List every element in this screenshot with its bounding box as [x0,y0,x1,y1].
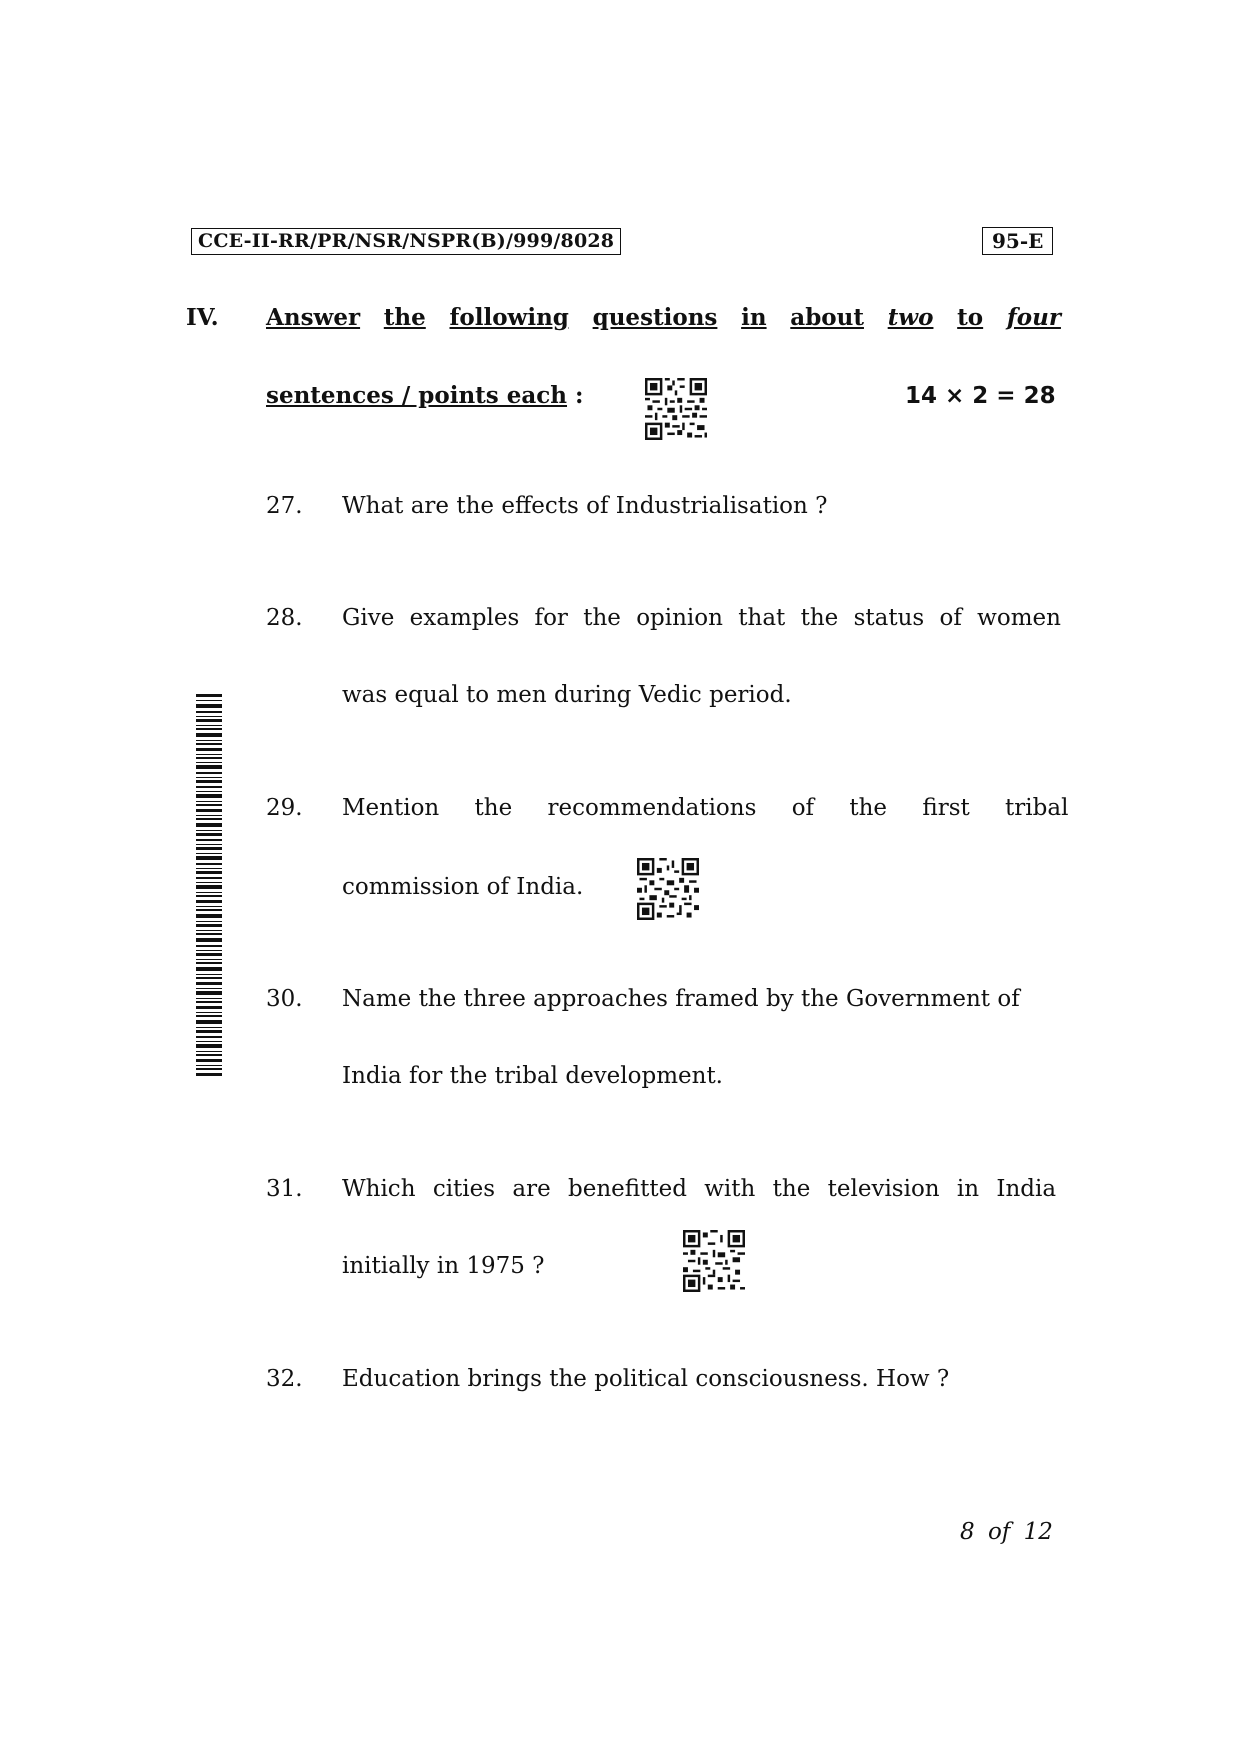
question-text: was equal to men during Vedic period. [342,682,792,708]
instruction-word: about [790,304,864,331]
paper-code: 95-E [982,227,1053,255]
section-marks: 14 × 2 = 28 [905,383,1056,409]
barcode-icon [196,694,222,1076]
question-number: 30. [266,986,303,1012]
question-text: India for the tribal development. [342,1063,723,1089]
section-instruction-line1 [266,300,1061,336]
instruction-colon: : [575,382,584,409]
instruction-word: four [1006,304,1061,331]
question-text: commission of India. [342,874,584,900]
instruction-word: two [887,304,934,331]
qr-code-icon [683,1230,745,1292]
page-number: 8 of 12 [960,1519,1053,1545]
instruction-word: the [383,304,426,331]
question-number: 28. [266,605,303,631]
question-text: Mention the recommendations of the first tribal [342,795,1069,821]
instruction-word: to [957,304,984,331]
question-text: Education brings the political consciousness. How ? [342,1366,950,1392]
instruction-word: following [449,304,569,331]
question-number: 29. [266,795,303,821]
section-instruction-line2 [266,378,584,414]
question-number: 27. [266,493,303,519]
document-code: CCE-II-RR/PR/NSR/NSPR(B)/999/8028 [191,228,621,255]
question-number: 31. [266,1176,303,1202]
question-text [342,600,1060,636]
instruction-word: in [741,304,767,331]
instruction-word: questions [592,304,718,331]
instruction-text: sentences / points each [266,382,568,409]
question-text-line: Give examples for the opinion that the status of women [342,605,1061,631]
question-number: 32. [266,1366,303,1392]
qr-code-icon [637,858,699,920]
question-text: Which cities are benefitted with the television in India [342,1176,1057,1202]
question-text: Name the three approaches framed by the Government of [342,986,1020,1012]
question-text: initially in 1975 ? [342,1253,545,1279]
section-number: IV. [186,304,219,331]
question-text: What are the effects of Industrialisation ? [342,493,828,519]
qr-code-icon [645,378,707,440]
instruction-word: Answer [266,304,361,331]
